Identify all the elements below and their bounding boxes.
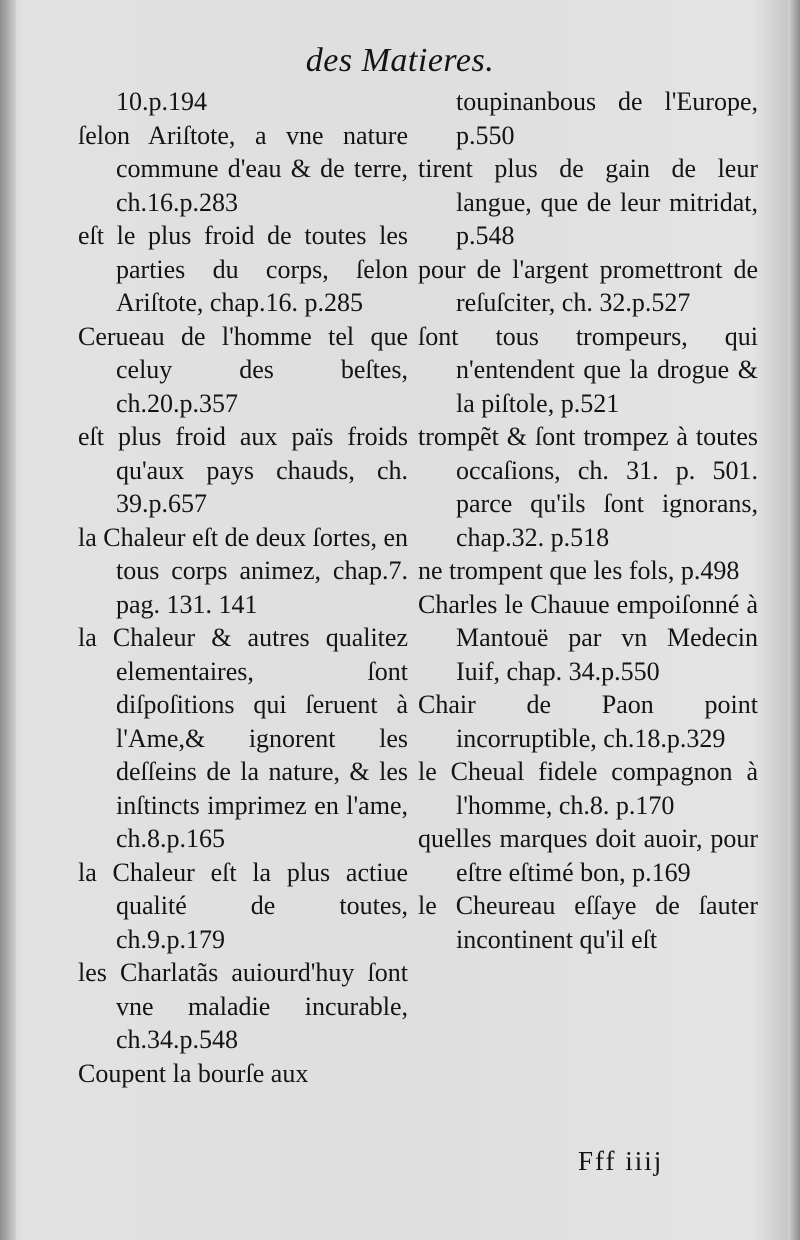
index-entry: 10.p.194 — [116, 87, 207, 116]
index-entry: ſelon Ariſtote, a vne nature commune d'eau & de terre, ch.16.p.283 — [78, 120, 408, 217]
index-entry: la Chaleur & autres qualitez elementaires, ſont diſpoſitions qui ſeruent à l'Ame,& ignorent les deſſeins de la nature, & les inſtincts imprimez en l'ame, ch.8.p.165 — [78, 623, 408, 853]
index-entry: eſt plus froid aux païs froids qu'aux pays chauds, ch. 39.p.657 — [78, 422, 408, 518]
index-entry: la Chaleur eſt de deux ſortes, en tous corps animez, chap.7. pag. 131. 141 — [78, 522, 408, 619]
page-spine-shadow — [0, 0, 16, 1240]
signature-mark: Fff iiij — [578, 1146, 664, 1176]
left-column — [78, 85, 408, 1090]
index-entry: ne trompent que les fols, p.498 — [418, 556, 740, 585]
index-entry: le Cheual fidele compagnon à l'homme, ch.8. p.170 — [418, 757, 758, 820]
index-entry: Chair de Paon point incorruptible, ch.18.p.329 — [418, 690, 758, 753]
index-entry: Charles le Chauue empoiſonné à Mantouë par vn Medecin Iuif, chap. 34.p.550 — [418, 589, 758, 686]
index-entry: tirent plus de gain de leur langue, que de leur mitridat, p.548 — [418, 154, 758, 250]
index-entry: trompẽt & ſont trompez à toutes occaſions, ch. 31. p. 501. parce qu'ils ſont ignorans, chap.32. p.518 — [418, 422, 758, 552]
index-entry: ſont tous trompeurs, qui n'entendent que la drogue & la piſtole, p.521 — [418, 321, 758, 418]
index-entry: pour de l'argent promettront de reſuſciter, ch. 32.p.527 — [418, 254, 758, 317]
index-entry: les Charlatãs auiourd'huy ſont vne maladie incurable, ch.34.p.548 — [78, 958, 408, 1054]
index-entry: Coupent la bourſe aux — [78, 1058, 309, 1088]
index-entry: toupinanbous de l'Europe, p.550 — [456, 87, 758, 150]
index-entry: Cerueau de l'homme tel que celuy des beſtes, ch.20.p.357 — [78, 321, 408, 418]
page-edge-shadow — [788, 0, 800, 1240]
index-entry: le Cheureau eſſaye de ſauter incontinent qu'il eſt — [418, 891, 758, 954]
index-entry: la Chaleur eſt la plus actiue qualité de toutes, ch.9.p.179 — [78, 857, 408, 954]
running-head: des Matieres. — [305, 42, 495, 79]
right-column — [418, 85, 758, 956]
index-entry: eſt le plus froid de toutes les parties du corps, ſelon Ariſtote, chap.16. p.285 — [78, 221, 408, 317]
index-entry: quelles marques doit auoir, pour eſtre eſtimé bon, p.169 — [418, 824, 758, 887]
